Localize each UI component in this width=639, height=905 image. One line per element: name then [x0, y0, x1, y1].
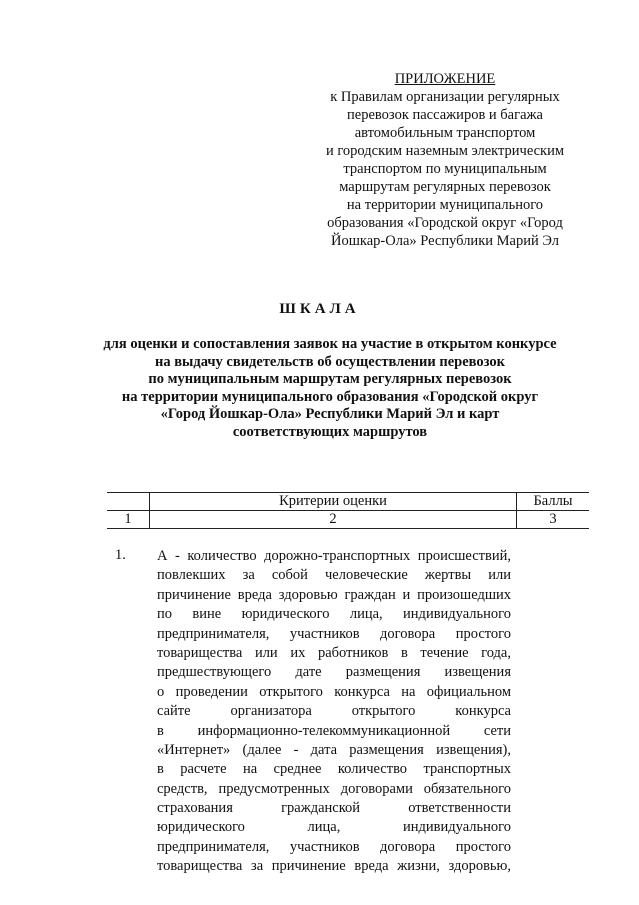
appendix-line: маршрутам регулярных перевозок	[339, 179, 551, 195]
appendix-line: автомобильным транспортом	[354, 125, 536, 141]
table-col-number-1: 1	[107, 511, 150, 529]
subtitle-line: на территории муниципального образования «Городской округ	[121, 388, 539, 405]
appendix-line: Йошкар-Ола» Республики Марий Эл	[331, 233, 559, 249]
table-number-row	[107, 511, 589, 529]
document-title: ШКАЛА	[279, 301, 360, 317]
item-line: повлекших за собой человеческие жертвы или	[157, 567, 511, 584]
item-line: страхования гражданской ответственности	[157, 800, 511, 817]
table-col-number-3: 3	[517, 511, 590, 529]
appendix-line: на территории муниципального	[346, 197, 544, 213]
appendix-line: транспортом по муниципальным	[343, 161, 547, 177]
subtitle-line: для оценки и сопоставления заявок на участие в открытом конкурсе	[103, 336, 557, 352]
subtitle-line: по муниципальным маршрутам регулярных перевозок	[148, 371, 512, 387]
item-line: в расчете на среднее количество транспортных	[157, 761, 511, 778]
table-col-number-2: 2	[150, 511, 517, 529]
item-line: товарищества или их работников в течение года,	[157, 644, 511, 661]
appendix-line: образования «Городской округ «Город	[327, 215, 563, 231]
table-header-row	[107, 493, 589, 511]
document-subtitle	[70, 336, 590, 441]
appendix-line: перевозок пассажиров и багажа	[347, 107, 543, 123]
item-line: предпринимателя, участников договора простого	[157, 625, 511, 642]
item-text	[157, 547, 511, 877]
table-header-points: Баллы	[517, 493, 590, 511]
item-line: о проведении открытого конкурса на официальном	[157, 683, 511, 700]
item-number: 1.	[115, 547, 126, 563]
subtitle-line: «Город Йошкар-Ола» Республики Марий Эл и карт	[160, 406, 500, 422]
item-line: в информационно-телекоммуникационной сети	[157, 722, 511, 739]
item-line: причинение вреда здоровью граждан и произошедших	[157, 586, 511, 603]
criteria-table	[107, 492, 589, 529]
subtitle-line: соответствующих маршрутов	[232, 423, 428, 440]
item-line: юридического лица, индивидуального	[157, 819, 511, 836]
item-line: по вине юридического лица, индивидуального	[157, 606, 511, 623]
appendix-heading: ПРИЛОЖЕНИЕ	[394, 71, 496, 87]
appendix-line: к Правилам организации регулярных	[330, 89, 560, 105]
subtitle-line: на выдачу свидетельств об осуществлении перевозок	[154, 353, 505, 370]
item-line: А - количество дорожно-транспортных происшествий,	[157, 548, 511, 564]
item-line: предпринимателя, участников договора простого	[157, 838, 511, 855]
table-header-criteria: Критерии оценки	[150, 493, 517, 511]
appendix-block	[300, 70, 590, 250]
table-header-number-cell	[107, 493, 150, 511]
item-line: предшествующего дате размещения извещения	[157, 664, 511, 681]
item-line: сайте организатора открытого конкурса	[157, 703, 511, 720]
item-line: товарищества за причинение вреда жизни, здоровью,	[157, 858, 511, 875]
item-line: средств, предусмотренных договорами обязательного	[157, 780, 511, 797]
item-line: «Интернет» (далее - дата размещения извещения),	[157, 741, 511, 758]
appendix-line: и городским наземным электрическим	[325, 143, 565, 159]
